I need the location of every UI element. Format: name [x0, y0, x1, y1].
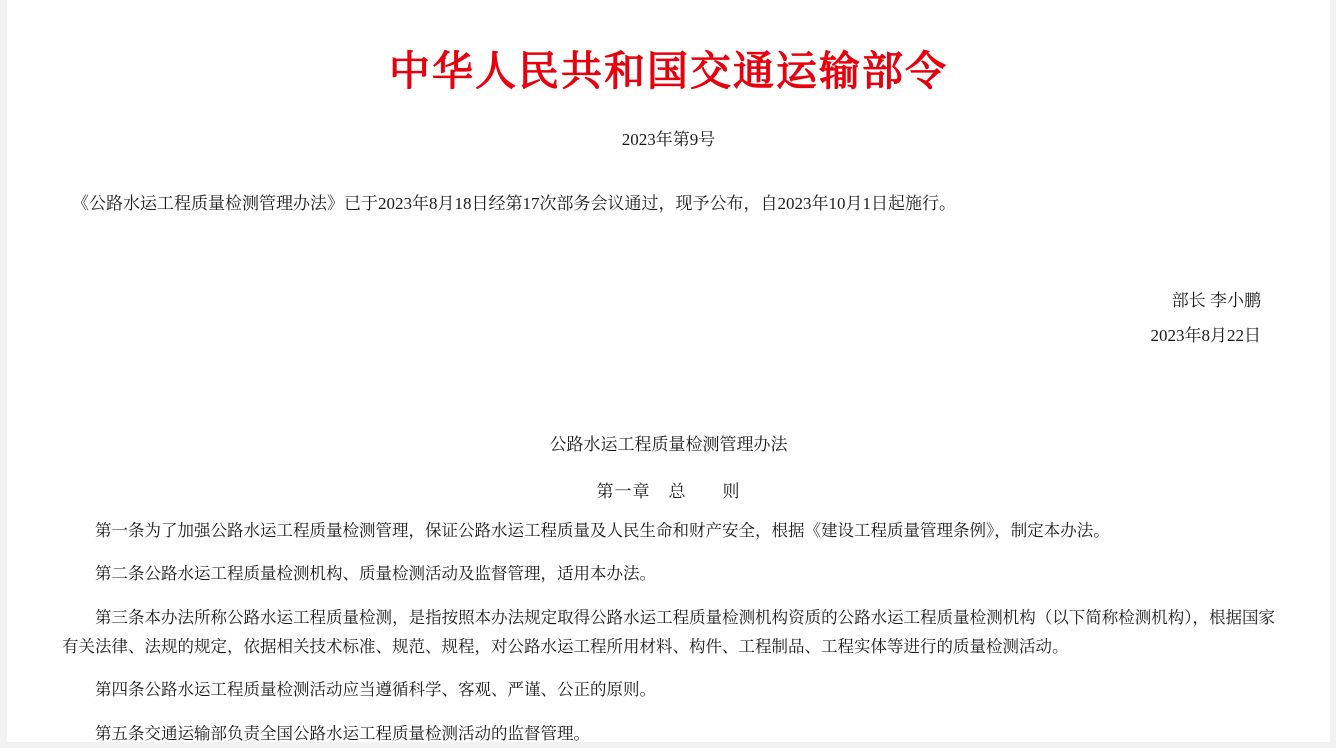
minister-signature: 部长 李小鹏 [1171, 290, 1261, 310]
section-spacer [62, 354, 1275, 430]
article-3: 第三条本办法所称公路水运工程质量检测，是指按照本办法规定取得公路水运工程质量检测机构资质的公路水运工程质量检测机构（以下简称检测机构），根据国家有关法律、法规的规定，依据相关技术标准、规范、规程，对公路水运工程所用材料、构件、工程制品、工程实体等进行的质量检测活动。 [62, 607, 1275, 656]
regulation-title: 公路水运工程质量检测管理办法 [549, 434, 788, 454]
document-title: 中华人民共和国交通运输部令 [389, 48, 948, 94]
article-1: 第一条为了加强公路水运工程质量检测管理，保证公路水运工程质量及人民生命和财产安全，根据《建设工程质量管理条例》，制定本办法。 [95, 520, 1110, 540]
promulgation-statement: 《公路水运工程质量检测管理办法》已于2023年8月18日经第17次部务会议通过，现予公布，自2023年10月1日起施行。 [72, 194, 956, 214]
document-number: 2023年第9号 [621, 130, 716, 150]
page-right-gutter [1330, 0, 1336, 742]
article-2: 第二条公路水运工程质量检测机构、质量检测活动及监督管理，适用本办法。 [95, 564, 656, 584]
signature-date: 2023年8月22日 [1150, 326, 1261, 346]
chapter-title: 第一章 总 则 [596, 481, 741, 501]
article-5: 第五条交通运输部负责全国公路水运工程质量检测活动的监督管理。 [95, 723, 590, 743]
signature-block [62, 283, 1275, 354]
article-4: 第四条公路水运工程质量检测活动应当遵循科学、客观、严谨、公正的原则。 [95, 680, 656, 700]
page-left-gutter [0, 0, 7, 742]
document-content [7, 0, 1330, 742]
